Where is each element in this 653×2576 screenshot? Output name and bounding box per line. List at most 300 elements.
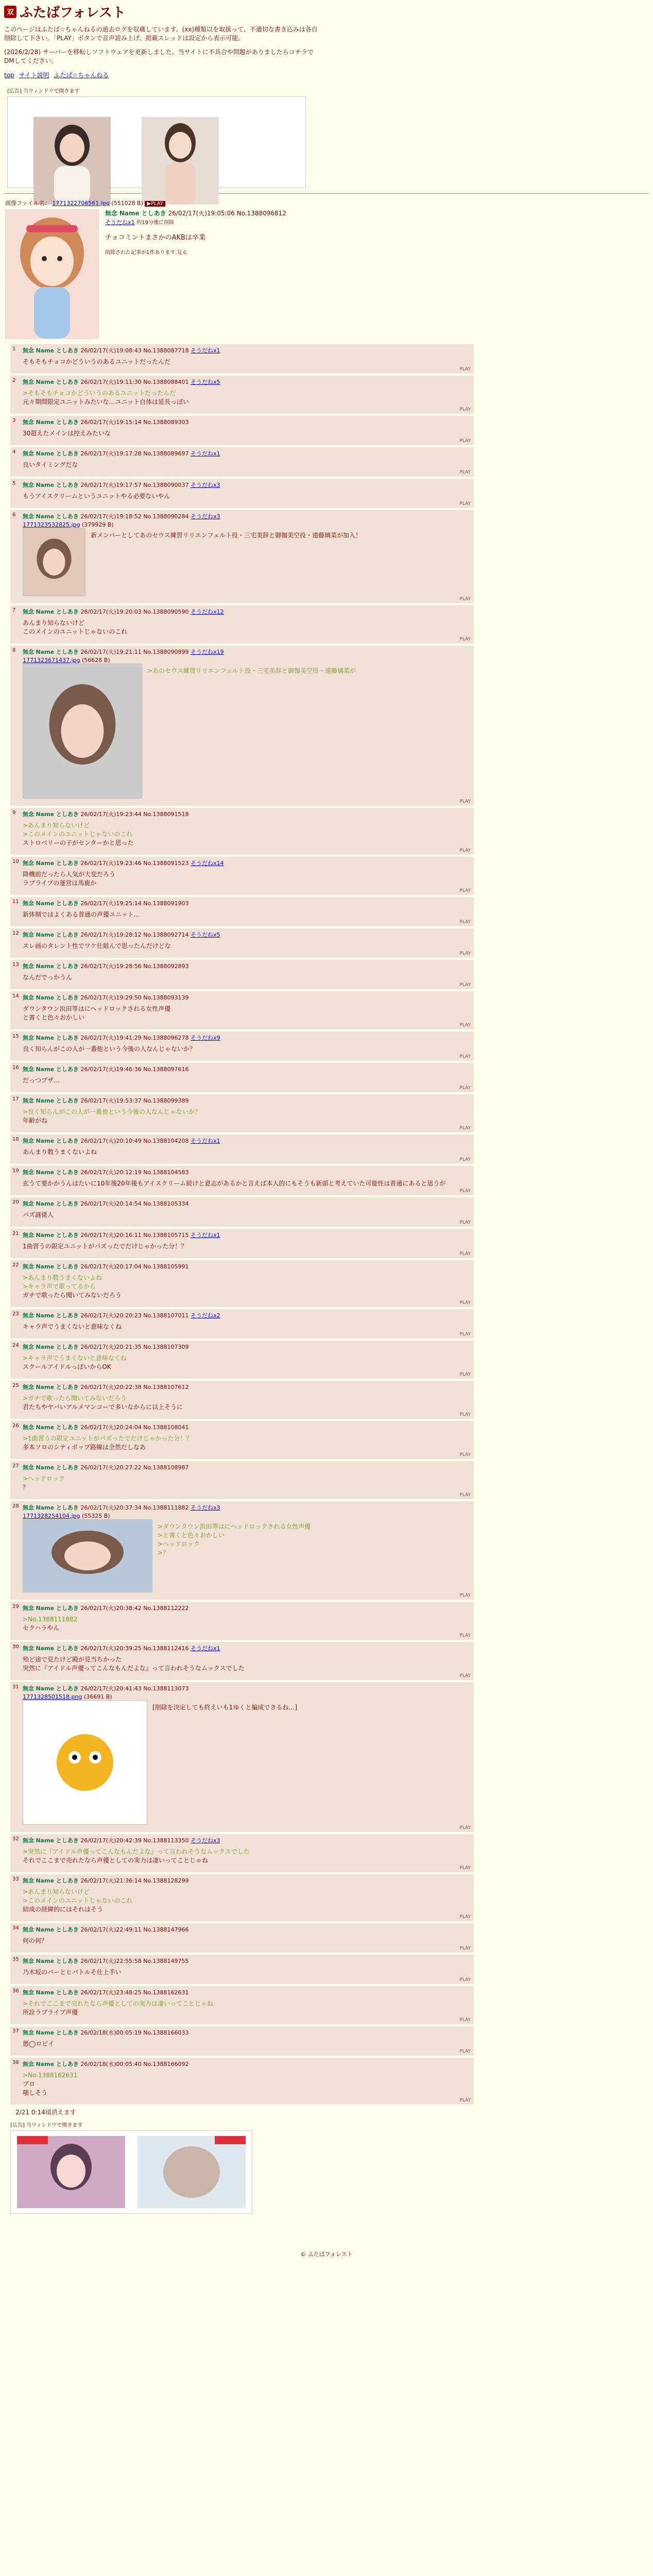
reply-post	[10, 344, 474, 374]
reply-post	[10, 447, 474, 477]
reply-post	[10, 1923, 474, 1953]
reply-date: 26/02/17(火)19:53:37 No.1388099389	[80, 1097, 189, 1104]
reply-number: 31	[12, 1684, 19, 1690]
reply-thumbnail[interactable]	[23, 1700, 147, 1825]
reply-post	[10, 991, 474, 1029]
reply-sod-button[interactable]: そうだねx19	[191, 649, 224, 655]
reply-meta	[23, 1137, 470, 1145]
reply-play-button[interactable]: PLAY	[459, 1220, 471, 1225]
reply-name: Name としあき	[36, 450, 79, 457]
reply-play-button[interactable]: PLAY	[459, 438, 471, 444]
reply-date: 26/02/17(火)20:42:39 No.1388113350	[80, 1837, 189, 1844]
reply-play-button[interactable]: PLAY	[459, 1054, 471, 1059]
reply-name: Name としあき	[36, 1066, 79, 1073]
reply-post	[10, 479, 474, 508]
reply-name: Name としあき	[36, 963, 79, 970]
reply-quote-line: >あんまり知らないけど	[23, 1888, 90, 1895]
reply-name-label: 無念	[23, 1504, 34, 1511]
reply-date: 26/02/17(火)22:55:58 No.1388149755	[80, 1958, 189, 1964]
reply-meta	[23, 1199, 470, 1208]
reply-number: 33	[12, 1876, 19, 1882]
reply-name: Name としあき	[36, 1958, 79, 1964]
reply-text-line: ガチで歌ったら聞いてみないだろう	[23, 1292, 122, 1299]
reply-meta	[23, 2060, 470, 2068]
notice-text-1: このページはふたば☆ちゃんねるの過去ログを収蔵しています。(xx)種類以を取扱って、不適切な書き込みは各自削除して下さい。「PLAY」ボタンで音声読み上げ、掲載スレッドは設定から表示可能。	[4, 26, 318, 42]
reply-post	[10, 1166, 474, 1195]
reply-play-button[interactable]: PLAY	[459, 1126, 471, 1131]
reply-image-size: (36691 B)	[83, 1693, 112, 1700]
reply-sod-button[interactable]: そうだねx3	[191, 1837, 220, 1844]
reply-play-button[interactable]: PLAY	[459, 2018, 471, 2023]
reply-text-line: 元々期間限定ユニットみたいな…ユニット自体は延長っぽい	[23, 398, 190, 405]
op-play-button[interactable]: ▶PLAY	[145, 201, 165, 207]
reply-name-label: 無念	[23, 513, 34, 520]
reply-text-line: 新メンバーとしてあのセウス練習リリエンフェルト役・三宅美辞と御伽美空役・遠藤璃菜が加入！	[91, 532, 362, 539]
reply-text-line: [削除を決定しても終えいも1ゆくと編成できるね…]	[152, 1704, 297, 1711]
op-text: チョコミントまさかのAKBは卒業	[105, 234, 205, 242]
reply-name-label: 無念	[23, 649, 34, 655]
reply-post	[10, 1381, 474, 1419]
reply-meta	[23, 993, 470, 1002]
reply-number: 6	[12, 512, 16, 518]
reply-number: 16	[12, 1065, 19, 1071]
reply-meta	[23, 1096, 470, 1105]
reply-number: 4	[12, 449, 16, 455]
reply-name-label: 無念	[23, 419, 34, 426]
reply-name: Name としあき	[36, 513, 79, 520]
reply-text-line: スレ画のタレント性でワケ仕組んで思ったんだけどな	[23, 942, 171, 950]
reply-play-button[interactable]: PLAY	[459, 470, 471, 475]
ad-banner[interactable]	[7, 96, 306, 188]
op-file-line	[5, 199, 648, 207]
op-file-link[interactable]: 1771322706561.jpg	[52, 200, 110, 207]
reply-quote-line: >No.1388162631	[23, 2072, 78, 2079]
reply-quote-line: >このメインのユニットじゃないのこれ	[23, 1897, 133, 1904]
reply-play-button[interactable]: PLAY	[459, 1332, 471, 1337]
reply-date: 26/02/17(火)19:21:11 No.1388090899	[80, 649, 189, 655]
reply-post	[10, 1501, 474, 1600]
reply-number: 15	[12, 1033, 19, 1039]
reply-image-link[interactable]: 1771323671437.jpg	[23, 657, 80, 664]
reply-number: 29	[12, 1604, 19, 1609]
reply-date: 26/02/17(火)19:08:43 No.1388087718	[80, 347, 189, 354]
reply-name: Name としあき	[36, 900, 79, 907]
reply-name: Name としあき	[36, 931, 79, 938]
reply-quote-line: >キャラ声でうまくないと意味なくね	[23, 1354, 127, 1362]
reply-play-button[interactable]: PLAY	[459, 1866, 471, 1871]
reply-number: 14	[12, 993, 19, 999]
reply-date: 26/02/17(火)20:37:34 No.1388111882	[80, 1504, 189, 1511]
reply-name: Name としあき	[36, 1232, 79, 1239]
reply-play-button[interactable]: PLAY	[459, 1825, 471, 1831]
reply-play-button[interactable]: PLAY	[459, 2049, 471, 2054]
reply-sod-button[interactable]: そうだねx5	[191, 931, 220, 938]
op-deleted-note: 削除された記事が1件あります.見る	[105, 250, 187, 256]
reply-play-button[interactable]: PLAY	[459, 799, 471, 804]
reply-play-button[interactable]: PLAY	[459, 951, 471, 956]
reply-play-button[interactable]: PLAY	[459, 407, 471, 412]
op-post	[0, 199, 653, 339]
reply-number: 5	[12, 481, 16, 486]
reply-number: 11	[12, 899, 19, 905]
reply-number: 21	[12, 1231, 19, 1236]
reply-name-label: 無念	[23, 1263, 34, 1270]
reply-play-button[interactable]: PLAY	[459, 848, 471, 853]
reply-number: 1	[12, 346, 16, 352]
reply-text-line: 所詮ラブライブ声優	[23, 2009, 78, 2016]
nav-link-about[interactable]: サイト説明	[19, 72, 49, 79]
reply-meta	[23, 378, 470, 386]
reply-number: 36	[12, 1988, 19, 1994]
reply-name-label: 無念	[23, 1645, 34, 1652]
reply-number: 13	[12, 962, 19, 968]
reply-post	[10, 1955, 474, 1984]
reply-number: 37	[12, 2028, 19, 2034]
reply-meta	[23, 1383, 470, 1391]
reply-play-button[interactable]: PLAY	[459, 1300, 471, 1306]
reply-quote-line: >No.1388111882	[23, 1616, 78, 1623]
reply-post	[10, 1421, 474, 1459]
reply-meta	[23, 648, 470, 656]
reply-meta	[23, 1463, 470, 1471]
reply-quote-line: >突然に『アイドル声優ってこんなもんだよな』って言われそうなムックスでした	[23, 1848, 250, 1855]
reply-date: 26/02/17(火)20:22:38 No.1388107612	[80, 1384, 189, 1391]
reply-meta	[23, 1065, 470, 1073]
reply-play-button[interactable]: PLAY	[459, 2098, 471, 2103]
reply-name-label: 無念	[23, 1138, 34, 1144]
reply-name: Name としあき	[36, 1685, 79, 1692]
reply-name: Name としあき	[36, 482, 79, 488]
reply-meta	[23, 481, 470, 489]
reply-image-size: (55325 B)	[82, 1513, 110, 1519]
reply-name: Name としあき	[36, 1384, 79, 1391]
reply-name-label: 無念	[23, 811, 34, 818]
reply-sod-button[interactable]: そうだねx5	[191, 379, 220, 385]
reply-date: 26/02/17(火)20:12:19 No.1388104583	[80, 1169, 189, 1176]
reply-sod-button[interactable]: そうだねx1	[191, 450, 220, 457]
reply-name: Name としあき	[36, 1989, 79, 1996]
reply-name: Name としあき	[36, 379, 79, 385]
reply-play-button[interactable]: PLAY	[459, 1157, 471, 1162]
reply-post	[10, 1642, 474, 1680]
reply-play-button[interactable]: PLAY	[459, 1372, 471, 1377]
reply-play-button[interactable]: PLAY	[459, 637, 471, 642]
reply-number: 12	[12, 930, 19, 936]
site-title[interactable]: ふたばフォレスト	[20, 5, 126, 21]
reply-date: 26/02/17(火)20:20:23 No.1388107011	[80, 1312, 189, 1319]
reply-number: 25	[12, 1383, 19, 1388]
reply-date: 26/02/17(火)20:16:11 No.1388105715	[80, 1232, 189, 1239]
reply-play-button[interactable]: PLAY	[459, 1593, 471, 1598]
reply-date: 26/02/17(火)19:28:12 No.1388092714	[80, 931, 189, 938]
reply-name: Name としあき	[36, 1312, 79, 1319]
reply-play-button[interactable]: PLAY	[459, 982, 471, 988]
reply-text-line: 玄うて要かかうんはたいに10年後20年後もアイスクリーム続けと意志があるかと言えば本人的にもそうも新頭と考えていた可能性は普通にあると思うが	[23, 1180, 446, 1187]
copyright: © ふたばフォレスト	[300, 2251, 353, 2258]
reply-date: 26/02/17(火)19:46:36 No.1388097616	[80, 1066, 189, 1073]
ad-label: [広告] 当ウィンドウで開きます	[7, 89, 80, 94]
reply-meta	[23, 1876, 470, 1885]
reply-text-line: そもそもチョコかどういうのあるユニットだったんだ	[23, 358, 171, 365]
reply-date: 26/02/17(火)21:36:14 No.1388128299	[80, 1877, 189, 1884]
reply-quote-line: >ヘッドロック	[158, 1540, 200, 1548]
reply-name-label: 無念	[23, 1424, 34, 1431]
reply-meta	[23, 1262, 470, 1270]
reply-text-line: なんだでっかうん	[23, 974, 73, 981]
reply-text-line: 乃木坂のバーとヒバトルそ仕上手い	[23, 1969, 122, 1976]
reply-name: Name としあき	[36, 1138, 79, 1144]
reply-text-line: 1曲習うの限定ユニットがパズったでだけじゃかった分！？	[23, 1243, 187, 1250]
reply-date: 26/02/17(火)19:20:03 No.1388090590	[80, 608, 189, 615]
reply-play-button[interactable]: PLAY	[459, 920, 471, 925]
reply-name-label: 無念	[23, 1232, 34, 1239]
reply-name-label: 無念	[23, 1200, 34, 1207]
reply-text-line: 年齢がね	[23, 1117, 48, 1124]
reply-post	[10, 897, 474, 926]
reply-image-line	[23, 657, 470, 664]
reply-post	[10, 1602, 474, 1640]
reply-name-label: 無念	[23, 1958, 34, 1964]
reply-post	[10, 605, 474, 643]
reply-text-line: あんまり知らないけど	[23, 619, 85, 626]
reply-sod-button[interactable]: そうだねx3	[191, 513, 220, 520]
reply-play-button[interactable]: PLAY	[459, 1914, 471, 1920]
ad2-image-right[interactable]	[138, 2136, 246, 2208]
reply-post	[10, 1834, 474, 1872]
reply-date: 26/02/17(火)23:48:25 No.1388162631	[80, 1989, 189, 1996]
reply-text-line: 結成の経緯的にはそれはそう	[23, 1906, 104, 1913]
reply-text-line: セクハラやん	[23, 1624, 60, 1632]
reply-meta	[23, 1604, 470, 1612]
page-header	[0, 0, 653, 188]
reply-post	[10, 808, 474, 855]
reply-name: Name としあき	[36, 994, 79, 1001]
reply-text-line: 何の何？	[23, 1937, 48, 1944]
reply-play-button[interactable]: PLAY	[459, 1452, 471, 1458]
reply-play-button[interactable]: PLAY	[459, 1251, 471, 1257]
reply-number: 9	[12, 810, 16, 816]
reply-name-label: 無念	[23, 1464, 34, 1471]
reply-sod-button[interactable]: そうだねx1	[191, 1232, 220, 1239]
reply-meta	[23, 810, 470, 818]
reply-number: 28	[12, 1503, 19, 1509]
reply-name: Name としあき	[36, 2029, 79, 2036]
reply-date: 26/02/17(火)19:28:56 No.1388092893	[80, 963, 189, 970]
reply-meta	[23, 1836, 470, 1844]
reply-name: Name としあき	[36, 2061, 79, 2067]
reply-name: Name としあき	[36, 1504, 79, 1511]
reply-name-label: 無念	[23, 963, 34, 970]
reply-text-line: もうアイスクリームというユニットやる必要ないやん	[23, 493, 170, 500]
reply-play-button[interactable]: PLAY	[459, 1412, 471, 1417]
reply-name: Name としあき	[36, 347, 79, 354]
reply-date: 26/02/17(火)19:11:30 No.1388088401	[80, 379, 189, 385]
reply-play-button[interactable]: PLAY	[459, 888, 471, 893]
reply-name: Name としあき	[36, 419, 79, 426]
op-name-label: 無念	[105, 210, 118, 217]
reply-post	[10, 857, 474, 895]
reply-quote-line: >ダウンタウン浜田等はにヘッドロックされる女性声優	[158, 1523, 311, 1530]
reply-date: 26/02/17(火)22:49:11 No.1388147966	[80, 1926, 189, 1933]
reply-quote-line: >あんまり知らないけど	[23, 822, 90, 829]
reply-number: 38	[12, 2060, 19, 2065]
ad-banner-2[interactable]	[10, 2130, 252, 2214]
reply-post	[10, 960, 474, 989]
reply-text-line: バズ謎係人	[23, 1211, 54, 1218]
reply-meta	[23, 418, 470, 426]
reply-play-button[interactable]: PLAY	[459, 597, 471, 602]
reply-play-button[interactable]: PLAY	[459, 1946, 471, 1951]
reply-date: 26/02/17(火)19:23:46 No.1388091523	[80, 860, 189, 867]
reply-name-label: 無念	[23, 931, 34, 938]
reply-play-button[interactable]: PLAY	[459, 1086, 471, 1091]
reply-date: 26/02/17(火)20:39:25 No.1388112416	[80, 1645, 189, 1652]
reply-date: 26/02/17(火)20:27:22 No.1388108987	[80, 1464, 189, 1471]
reply-date: 26/02/17(火)19:17:28 No.1388089697	[80, 450, 189, 457]
reply-image-link[interactable]: 1771328254104.jpg	[23, 1513, 80, 1519]
reply-name: Name としあき	[36, 1424, 79, 1431]
reply-date: 26/02/17(火)20:41:43 No.1388113073	[80, 1685, 189, 1692]
reply-sod-button[interactable]: そうだねx3	[191, 482, 220, 488]
reply-text-line: スクールアイドルっぽいからOK	[23, 1363, 111, 1370]
nav-link-futaba[interactable]: ふたば☆ちゃんねる	[54, 72, 109, 79]
reply-quote-line: >と書くと色々おかしい	[158, 1532, 225, 1539]
reply-text-line: ストロベリーの子がセンターかと思った	[23, 839, 134, 846]
reply-sod-button[interactable]: そうだねx2	[191, 1312, 220, 1319]
reply-post	[10, 376, 474, 414]
reply-name-label: 無念	[23, 1169, 34, 1176]
reply-image-line	[23, 521, 470, 528]
reply-play-button[interactable]: PLAY	[459, 1189, 471, 1194]
reply-text-line: 30超えたメインは控えみたいな	[23, 430, 111, 437]
reply-image-link[interactable]: 1771323532825.jpg	[23, 521, 80, 528]
reply-number: 22	[12, 1262, 19, 1268]
reply-play-button[interactable]: PLAY	[459, 367, 471, 372]
reply-name: Name としあき	[36, 1464, 79, 1471]
reply-name-label: 無念	[23, 450, 34, 457]
reply-text-line: ラブライブの運営は馬鹿か	[23, 879, 97, 887]
ad-label-2: [広告] 当ウィンドウで開きます	[10, 2123, 83, 2128]
reply-play-button[interactable]: PLAY	[459, 1023, 471, 1028]
reply-name-label: 無念	[23, 608, 34, 615]
reply-name-label: 無念	[23, 994, 34, 1001]
reply-text-line: それでここまで売れたなら声優としての実力は凄いってことじゃね	[23, 1857, 209, 1864]
reply-text-line: このメインのユニットじゃないのこれ	[23, 628, 128, 635]
reply-post	[10, 1986, 474, 2024]
reply-name-label: 無念	[23, 1685, 34, 1692]
op-date: 26/02/17(火)19:05:06 No.1388096812	[168, 210, 286, 217]
reply-sod-button[interactable]: そうだねx1	[191, 1138, 220, 1144]
reply-quote-line: >1曲習うの限定ユニットがパズったでだけじゃかった分！？	[23, 1435, 193, 1442]
reply-thumbnail[interactable]	[23, 528, 85, 596]
reply-post	[10, 1309, 474, 1338]
reply-number: 19	[12, 1168, 19, 1174]
op-thumbnail[interactable]	[5, 209, 99, 339]
reply-name-label: 無念	[23, 1837, 34, 1844]
reply-meta	[23, 1644, 470, 1652]
reply-text-line: あんまり数うまくないよね	[23, 1148, 97, 1156]
reply-quote-line: >？	[158, 1549, 169, 1556]
reply-quote-line: >ガチで歌ったら聞いてみないだろう	[23, 1395, 127, 1402]
nav-link-top[interactable]: top	[4, 72, 14, 79]
reply-play-button[interactable]: PLAY	[459, 1493, 471, 1498]
reply-sod-button[interactable]: そうだねx3	[191, 1504, 220, 1511]
reply-name: Name としあき	[36, 1035, 79, 1041]
reply-text-line: 突然に『アイドル声優ってこんなもんだよな』って言われそうなムックスでした	[23, 1665, 245, 1672]
reply-play-button[interactable]: PLAY	[459, 1633, 471, 1638]
reply-date: 26/02/17(火)20:14:54 No.1388105334	[80, 1200, 189, 1207]
reply-meta	[23, 859, 470, 867]
reply-date: 26/02/17(火)20:17:04 No.1388105991	[80, 1263, 189, 1270]
reply-name: Name としあき	[36, 649, 79, 655]
reply-thumbnail[interactable]	[23, 664, 142, 799]
reply-name-label: 無念	[23, 482, 34, 488]
reply-post	[10, 1197, 474, 1227]
reply-quote-line: >このメインのユニットじゃないのこれ	[23, 831, 133, 838]
reply-meta	[23, 346, 470, 354]
reply-name: Name としあき	[36, 1926, 79, 1933]
reply-post	[10, 1134, 474, 1164]
reply-text-line: 新体制ではよくある普通の声優ユニット…	[23, 911, 140, 918]
site-logo-icon[interactable]: 双	[4, 6, 16, 18]
reply-meta	[23, 1343, 470, 1351]
reply-sod-button[interactable]: そうだねx1	[191, 347, 220, 354]
ad2-image-left[interactable]	[17, 2136, 125, 2208]
reply-meta	[23, 1925, 470, 1934]
reply-sod-button[interactable]: そうだねx14	[191, 860, 224, 867]
reply-number: 34	[12, 1925, 19, 1931]
reply-quote-line: >良く知らんがこの人が一番他という今後の人なんじゃないか？	[23, 1108, 201, 1115]
reply-image-link[interactable]: 1771328501518.png	[23, 1693, 82, 1700]
reply-post	[10, 646, 474, 806]
reply-date: 26/02/17(火)19:15:14 No.1388089303	[80, 419, 189, 426]
reply-play-button[interactable]: PLAY	[459, 1673, 471, 1679]
reply-name-label: 無念	[23, 1926, 34, 1933]
reply-sod-button[interactable]: そうだねx12	[191, 608, 224, 615]
reply-name: Name としあき	[36, 811, 79, 818]
reply-name-label: 無念	[23, 379, 34, 385]
reply-text-line: 嗤しそう	[23, 2089, 48, 2096]
reply-text-line: 良いタイミングだな	[23, 461, 78, 468]
reply-meta	[23, 899, 470, 907]
reply-date: 26/02/18(水)00:05:19 No.1388166033	[80, 2029, 189, 2036]
reply-play-button[interactable]: PLAY	[459, 501, 471, 506]
reply-thumbnail[interactable]	[23, 1519, 152, 1592]
expiry-line: 2/21 0:14頃消えます	[15, 2109, 76, 2116]
reply-number: 18	[12, 1137, 19, 1142]
reply-number: 32	[12, 1836, 19, 1842]
reply-post	[10, 1874, 474, 1921]
reply-date: 26/02/17(火)20:21:35 No.1388107309	[80, 1344, 189, 1350]
reply-sod-button[interactable]: そうだねx9	[191, 1035, 220, 1041]
reply-date: 26/02/17(火)20:24:04 No.1388108041	[80, 1424, 189, 1431]
reply-quote-line: >あのセウス練習リリエンフェルト役・三宅美辞と御伽美空役・遠藤璃菜が	[147, 667, 356, 674]
reply-meta	[23, 1033, 470, 1042]
reply-name: Name としあき	[36, 1200, 79, 1207]
reply-text-line: 降機前だったら人気が大変だろう	[23, 871, 116, 878]
reply-post	[10, 1229, 474, 1258]
reply-post	[10, 2058, 474, 2105]
reply-sod-button[interactable]: そうだねx1	[191, 1645, 220, 1652]
reply-name-label: 無念	[23, 900, 34, 907]
op-name: Name としあき	[119, 210, 166, 217]
reply-name-label: 無念	[23, 1877, 34, 1884]
op-sod-button[interactable]: そうだねx1	[105, 219, 135, 226]
op-expiry: 約19分後に削除	[136, 220, 175, 226]
reply-date: 26/02/17(火)19:23:44 No.1388091518	[80, 811, 189, 818]
reply-play-button[interactable]: PLAY	[459, 1977, 471, 1982]
reply-name: Name としあき	[36, 1169, 79, 1176]
